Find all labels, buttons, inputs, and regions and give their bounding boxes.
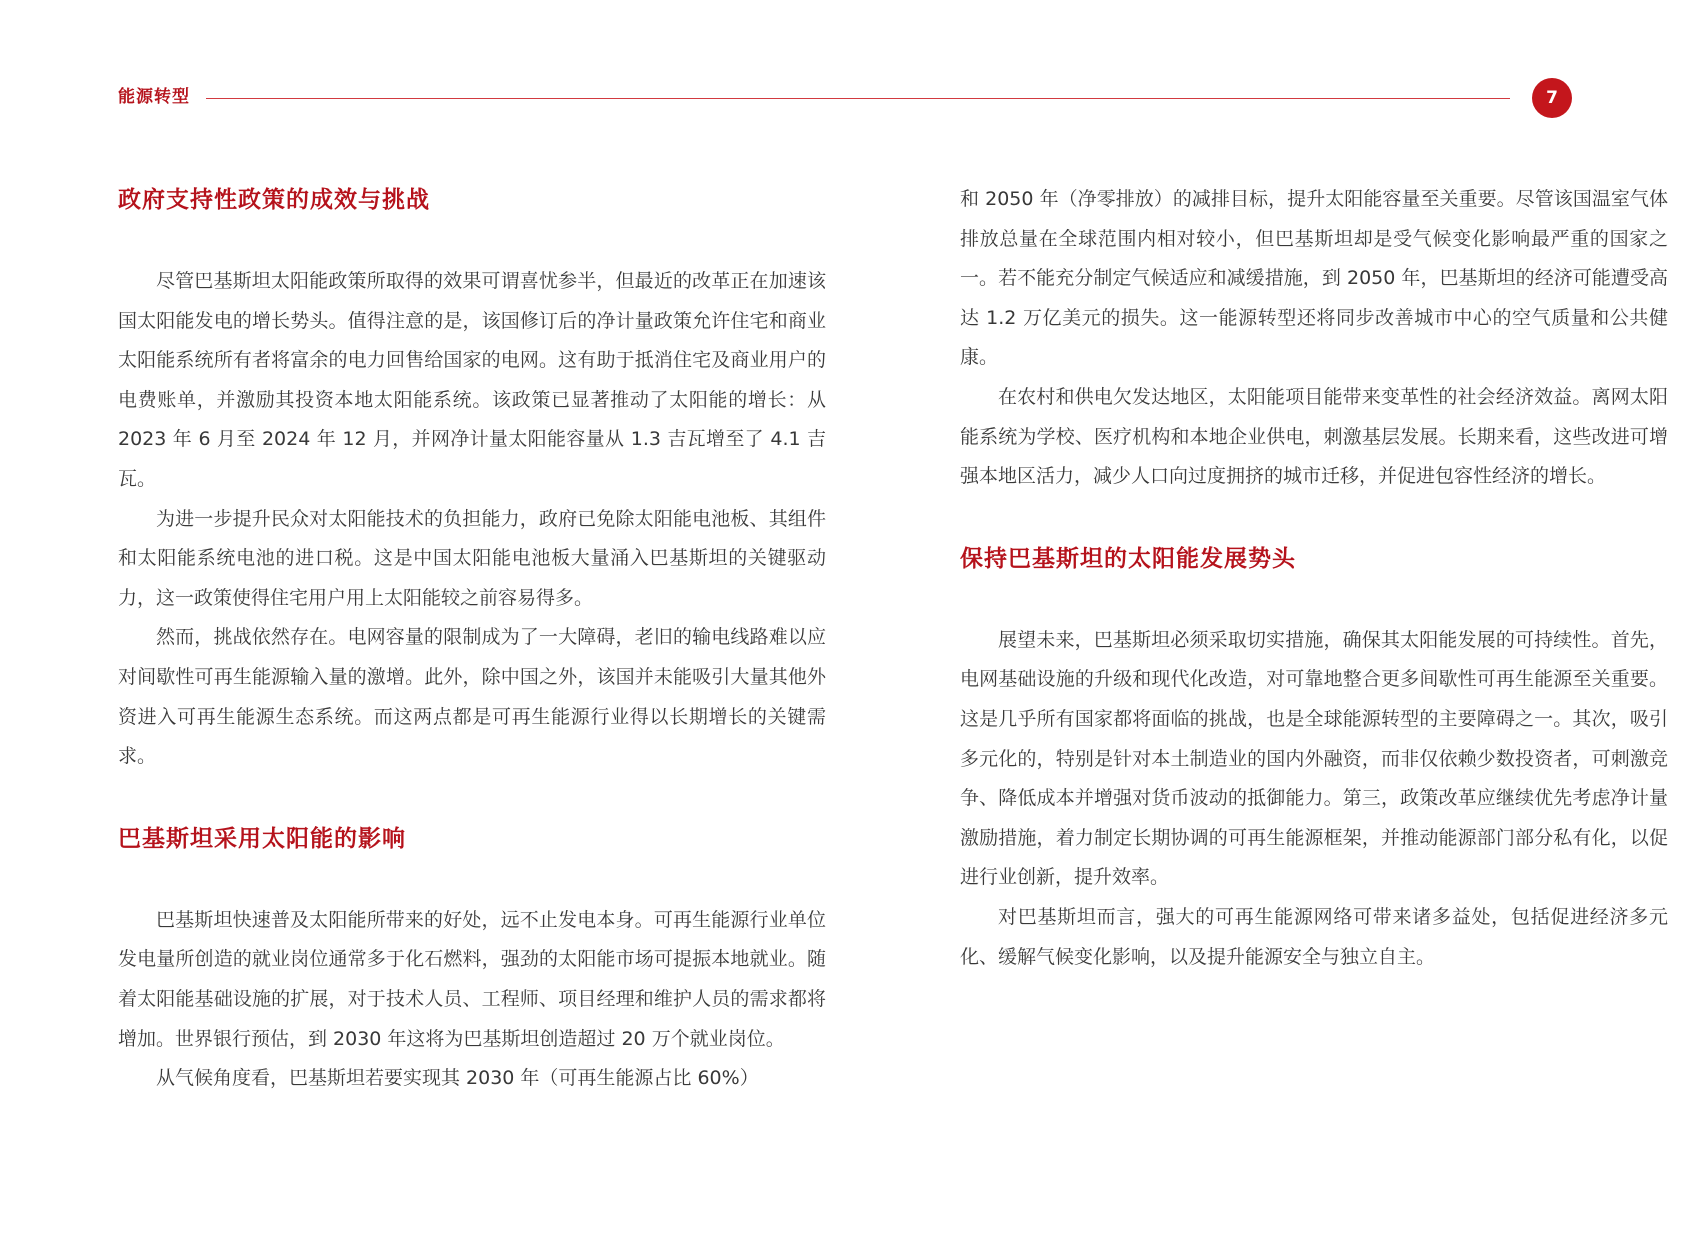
body-paragraph: 从气候角度看，巴基斯坦若要实现其 2030 年（可再生能源占比 60%） bbox=[156, 1067, 759, 1090]
section-label: 能源转型 bbox=[118, 87, 190, 107]
body-paragraph: 为进一步提升民众对太阳能技术的负担能力，政府已免除太阳能电池板、其组件和太阳能系统电池的进口税。这是中国太阳能电池板大量涌入巴基斯坦的关键驱动力，这一政策使得住宅用户用上太阳能较之前容易得多。 bbox=[118, 507, 826, 609]
page-number-badge: 7 bbox=[1532, 78, 1572, 118]
body-paragraph: 在农村和供电欠发达地区，太阳能项目能带来变革性的社会经济效益。离网太阳能系统为学校、医疗机构和本地企业供电，刺激基层发展。长期来看，这些改进可增强本地区活力，减少人口向过度拥挤的城市迁移，并促进包容性经济的增长。 bbox=[960, 385, 1668, 488]
section-title: 巴基斯坦采用太阳能的影响 bbox=[118, 825, 406, 852]
left-column bbox=[118, 180, 826, 1099]
body-paragraph: 展望未来，巴基斯坦必须采取切实措施，确保其太阳能发展的可持续性。首先，电网基础设施的升级和现代化改造，对可靠地整合更多间歇性可再生能源至关重要。这是几乎所有国家都将面临的挑战，也是全球能源转型的主要障碍之一。其次，吸引多元化的，特别是针对本土制造业的国内外融资，而非仅依赖少数投资者，可刺激竞争、降低成本并增强对货币波动的抵御能力。第三，政策改革应继续优先考虑净计量激励措施，着力制定长期协调的可再生能源框架，并推动能源部门部分私有化，以促进行业创新，提升效率。 bbox=[960, 628, 1668, 889]
header-divider bbox=[206, 98, 1510, 99]
body-paragraph: 然而，挑战依然存在。电网容量的限制成为了一大障碍，老旧的输电线路难以应对间歇性可再生能源输入量的激增。此外，除中国之外，该国并未能吸引大量其他外资进入可再生能源生态系统。而这两点都是可再生能源行业得以长期增长的关键需求。 bbox=[118, 626, 826, 768]
body-paragraph: 对巴基斯坦而言，强大的可再生能源网络可带来诸多益处，包括促进经济多元化、缓解气候变化影响，以及提升能源安全与独立自主。 bbox=[960, 905, 1668, 968]
body-paragraph-continued: 和 2050 年（净零排放）的减排目标，提升太阳能容量至关重要。尽管该国温室气体排放总量在全球范围内相对较小，但巴基斯坦却是受气候变化影响最严重的国家之一。若不能充分制定气候适应和减缓措施，到 2050 年，巴基斯坦的经济可能遭受高达 1.2 万亿美元的损失。这一能源转型还将同步改善城市中心的空气质量和公共健康。 bbox=[960, 188, 1668, 369]
body-paragraph: 巴基斯坦快速普及太阳能所带来的好处，远不止发电本身。可再生能源行业单位发电量所创造的就业岗位通常多于化石燃料，强劲的太阳能市场可提振本地就业。随着太阳能基础设施的扩展，对于技术人员、工程师、项目经理和维护人员的需求都将增加。世界银行预估，到 2030 年这将为巴基斯坦创造超过 20 万个就业岗位。 bbox=[118, 908, 826, 1050]
section-title: 保持巴基斯坦的太阳能发展势头 bbox=[960, 545, 1296, 572]
page-header bbox=[118, 78, 1572, 118]
body-paragraph: 尽管巴基斯坦太阳能政策所取得的效果可谓喜忧参半，但最近的改革正在加速该国太阳能发电的增长势头。值得注意的是，该国修订后的净计量政策允许住宅和商业太阳能系统所有者将富余的电力回售给国家的电网。这有助于抵消住宅及商业用户的电费账单，并激励其投资本地太阳能系统。该政策已显著推动了太阳能的增长：从 2023 年 6 月至 2024 年 12 月，并网净计量太阳能容量从 1.3 吉瓦增至了 4.1 吉瓦。 bbox=[118, 270, 826, 490]
section-title: 政府支持性政策的成效与挑战 bbox=[118, 187, 430, 213]
right-column bbox=[960, 180, 1668, 977]
